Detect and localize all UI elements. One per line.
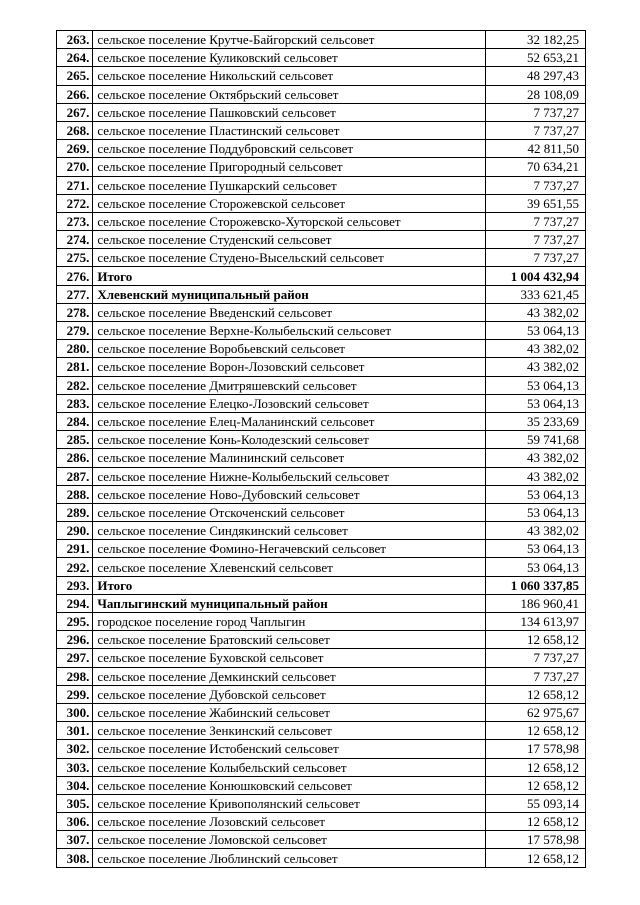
row-name: городское поселение город Чаплыгин <box>93 613 486 631</box>
row-value: 35 233,69 <box>486 412 586 430</box>
row-number: 267. <box>57 103 93 121</box>
row-number: 295. <box>57 613 93 631</box>
row-number: 293. <box>57 576 93 594</box>
row-number: 264. <box>57 49 93 67</box>
row-value: 7 737,27 <box>486 103 586 121</box>
row-name: сельское поселение Поддубровский сельсовет <box>93 140 486 158</box>
row-value: 17 578,98 <box>486 831 586 849</box>
table-row <box>57 594 586 612</box>
table-row <box>57 649 586 667</box>
row-number: 278. <box>57 303 93 321</box>
table-row <box>57 431 586 449</box>
row-number: 300. <box>57 703 93 721</box>
row-number: 273. <box>57 212 93 230</box>
row-name: сельское поселение Ново-Дубовский сельсовет <box>93 485 486 503</box>
table-row <box>57 667 586 685</box>
row-number: 275. <box>57 249 93 267</box>
row-number: 279. <box>57 322 93 340</box>
row-number: 263. <box>57 31 93 49</box>
row-value: 43 382,02 <box>486 522 586 540</box>
row-number: 294. <box>57 594 93 612</box>
row-value: 53 064,13 <box>486 322 586 340</box>
row-number: 265. <box>57 67 93 85</box>
table-row <box>57 49 586 67</box>
row-name: сельское поселение Синдякинский сельсовет <box>93 522 486 540</box>
table-row <box>57 558 586 576</box>
row-value: 134 613,97 <box>486 613 586 631</box>
row-value: 43 382,02 <box>486 467 586 485</box>
row-name: сельское поселение Кривополянский сельсовет <box>93 794 486 812</box>
row-value: 43 382,02 <box>486 303 586 321</box>
row-number: 269. <box>57 140 93 158</box>
row-value: 32 182,25 <box>486 31 586 49</box>
table-row <box>57 394 586 412</box>
row-value: 186 960,41 <box>486 594 586 612</box>
row-value: 12 658,12 <box>486 813 586 831</box>
table-row <box>57 194 586 212</box>
row-name: сельское поселение Отскоченский сельсовет <box>93 503 486 521</box>
row-number: 272. <box>57 194 93 212</box>
table-row <box>57 485 586 503</box>
row-name: сельское поселение Октябрьский сельсовет <box>93 85 486 103</box>
row-name: сельское поселение Фомино-Негачевский сельсовет <box>93 540 486 558</box>
table-row <box>57 813 586 831</box>
table-row <box>57 176 586 194</box>
row-number: 285. <box>57 431 93 449</box>
row-name: сельское поселение Пригородный сельсовет <box>93 158 486 176</box>
row-number: 287. <box>57 467 93 485</box>
budget-table <box>56 30 586 868</box>
row-name: сельское поселение Нижне-Колыбельский сельсовет <box>93 467 486 485</box>
table-row <box>57 522 586 540</box>
document-page <box>56 30 586 868</box>
row-number: 307. <box>57 831 93 849</box>
row-name: Итого <box>93 576 486 594</box>
row-number: 308. <box>57 849 93 867</box>
row-number: 281. <box>57 358 93 376</box>
row-name: сельское поселение Пластинский сельсовет <box>93 121 486 139</box>
row-number: 303. <box>57 758 93 776</box>
row-value: 43 382,02 <box>486 449 586 467</box>
row-value: 62 975,67 <box>486 703 586 721</box>
table-row <box>57 703 586 721</box>
row-name: сельское поселение Буховской сельсовет <box>93 649 486 667</box>
table-row <box>57 722 586 740</box>
row-number: 305. <box>57 794 93 812</box>
row-value: 12 658,12 <box>486 776 586 794</box>
row-number: 268. <box>57 121 93 139</box>
table-row <box>57 576 586 594</box>
row-value: 7 737,27 <box>486 231 586 249</box>
row-value: 12 658,12 <box>486 722 586 740</box>
row-name: сельское поселение Истобенский сельсовет <box>93 740 486 758</box>
row-value: 43 382,02 <box>486 340 586 358</box>
row-value: 333 621,45 <box>486 285 586 303</box>
table-row <box>57 794 586 812</box>
row-name: сельское поселение Конюшковский сельсовет <box>93 776 486 794</box>
table-row <box>57 631 586 649</box>
row-name: сельское поселение Конь-Колодезский сельсовет <box>93 431 486 449</box>
table-row <box>57 503 586 521</box>
table-row <box>57 267 586 285</box>
row-number: 288. <box>57 485 93 503</box>
row-value: 1 060 337,85 <box>486 576 586 594</box>
table-row <box>57 449 586 467</box>
table-body <box>57 31 586 868</box>
row-name: сельское поселение Воробьевский сельсовет <box>93 340 486 358</box>
row-value: 53 064,13 <box>486 558 586 576</box>
row-name: сельское поселение Пушкарский сельсовет <box>93 176 486 194</box>
row-name: сельское поселение Верхне-Колыбельский сельсовет <box>93 322 486 340</box>
row-name: сельское поселение Жабинский сельсовет <box>93 703 486 721</box>
row-name: сельское поселение Ломовской сельсовет <box>93 831 486 849</box>
row-value: 7 737,27 <box>486 121 586 139</box>
row-value: 53 064,13 <box>486 503 586 521</box>
row-value: 59 741,68 <box>486 431 586 449</box>
row-name: сельское поселение Зенкинский сельсовет <box>93 722 486 740</box>
row-name: сельское поселение Колыбельский сельсовет <box>93 758 486 776</box>
row-name: сельское поселение Братовский сельсовет <box>93 631 486 649</box>
row-name: сельское поселение Пашковский сельсовет <box>93 103 486 121</box>
row-number: 306. <box>57 813 93 831</box>
row-name: сельское поселение Хлевенский сельсовет <box>93 558 486 576</box>
row-value: 1 004 432,94 <box>486 267 586 285</box>
table-row <box>57 121 586 139</box>
row-number: 296. <box>57 631 93 649</box>
row-value: 53 064,13 <box>486 376 586 394</box>
table-row <box>57 158 586 176</box>
row-name: сельское поселение Студенский сельсовет <box>93 231 486 249</box>
row-name: сельское поселение Студено-Высельский сельсовет <box>93 249 486 267</box>
row-name: Хлевенский муниципальный район <box>93 285 486 303</box>
table-row <box>57 103 586 121</box>
row-name: сельское поселение Ворон-Лозовский сельсовет <box>93 358 486 376</box>
table-row <box>57 412 586 430</box>
row-name: сельское поселение Никольский сельсовет <box>93 67 486 85</box>
row-value: 7 737,27 <box>486 249 586 267</box>
row-number: 298. <box>57 667 93 685</box>
row-value: 43 382,02 <box>486 358 586 376</box>
row-value: 55 093,14 <box>486 794 586 812</box>
row-name: сельское поселение Демкинский сельсовет <box>93 667 486 685</box>
row-value: 53 064,13 <box>486 485 586 503</box>
row-number: 271. <box>57 176 93 194</box>
row-value: 53 064,13 <box>486 540 586 558</box>
row-value: 28 108,09 <box>486 85 586 103</box>
row-value: 42 811,50 <box>486 140 586 158</box>
row-value: 17 578,98 <box>486 740 586 758</box>
table-row <box>57 685 586 703</box>
row-number: 302. <box>57 740 93 758</box>
row-value: 12 658,12 <box>486 685 586 703</box>
row-number: 304. <box>57 776 93 794</box>
table-row <box>57 340 586 358</box>
row-value: 53 064,13 <box>486 394 586 412</box>
row-value: 7 737,27 <box>486 667 586 685</box>
row-value: 12 658,12 <box>486 758 586 776</box>
row-number: 276. <box>57 267 93 285</box>
table-row <box>57 613 586 631</box>
row-name: сельское поселение Крутче-Байгорский сельсовет <box>93 31 486 49</box>
row-value: 7 737,27 <box>486 649 586 667</box>
row-number: 290. <box>57 522 93 540</box>
row-value: 52 653,21 <box>486 49 586 67</box>
row-number: 284. <box>57 412 93 430</box>
table-row <box>57 231 586 249</box>
table-row <box>57 67 586 85</box>
row-value: 7 737,27 <box>486 176 586 194</box>
row-number: 301. <box>57 722 93 740</box>
row-number: 274. <box>57 231 93 249</box>
row-value: 12 658,12 <box>486 631 586 649</box>
row-value: 7 737,27 <box>486 212 586 230</box>
row-number: 266. <box>57 85 93 103</box>
row-value: 39 651,55 <box>486 194 586 212</box>
row-name: сельское поселение Сторожевско-Хуторской сельсовет <box>93 212 486 230</box>
row-name: Итого <box>93 267 486 285</box>
row-number: 282. <box>57 376 93 394</box>
row-number: 297. <box>57 649 93 667</box>
row-name: сельское поселение Малининский сельсовет <box>93 449 486 467</box>
row-number: 292. <box>57 558 93 576</box>
table-row <box>57 758 586 776</box>
row-value: 12 658,12 <box>486 849 586 867</box>
row-number: 280. <box>57 340 93 358</box>
row-name: сельское поселение Сторожевской сельсовет <box>93 194 486 212</box>
table-row <box>57 322 586 340</box>
row-number: 289. <box>57 503 93 521</box>
row-name: сельское поселение Дмитряшевский сельсовет <box>93 376 486 394</box>
table-row <box>57 376 586 394</box>
row-name: сельское поселение Дубовской сельсовет <box>93 685 486 703</box>
table-row <box>57 31 586 49</box>
row-number: 270. <box>57 158 93 176</box>
row-number: 283. <box>57 394 93 412</box>
table-row <box>57 249 586 267</box>
table-row <box>57 776 586 794</box>
row-number: 277. <box>57 285 93 303</box>
table-row <box>57 540 586 558</box>
row-value: 48 297,43 <box>486 67 586 85</box>
row-name: сельское поселение Елец-Маланинский сельсовет <box>93 412 486 430</box>
table-row <box>57 831 586 849</box>
table-row <box>57 140 586 158</box>
row-number: 286. <box>57 449 93 467</box>
row-name: сельское поселение Лозовский сельсовет <box>93 813 486 831</box>
row-name: Чаплыгинский муниципальный район <box>93 594 486 612</box>
row-name: сельское поселение Введенский сельсовет <box>93 303 486 321</box>
row-name: сельское поселение Люблинский сельсовет <box>93 849 486 867</box>
table-row <box>57 303 586 321</box>
table-row <box>57 358 586 376</box>
row-value: 70 634,21 <box>486 158 586 176</box>
table-row <box>57 849 586 867</box>
row-number: 291. <box>57 540 93 558</box>
table-row <box>57 85 586 103</box>
row-name: сельское поселение Куликовский сельсовет <box>93 49 486 67</box>
row-number: 299. <box>57 685 93 703</box>
table-row <box>57 212 586 230</box>
table-row <box>57 285 586 303</box>
row-name: сельское поселение Елецко-Лозовский сельсовет <box>93 394 486 412</box>
table-row <box>57 467 586 485</box>
table-row <box>57 740 586 758</box>
